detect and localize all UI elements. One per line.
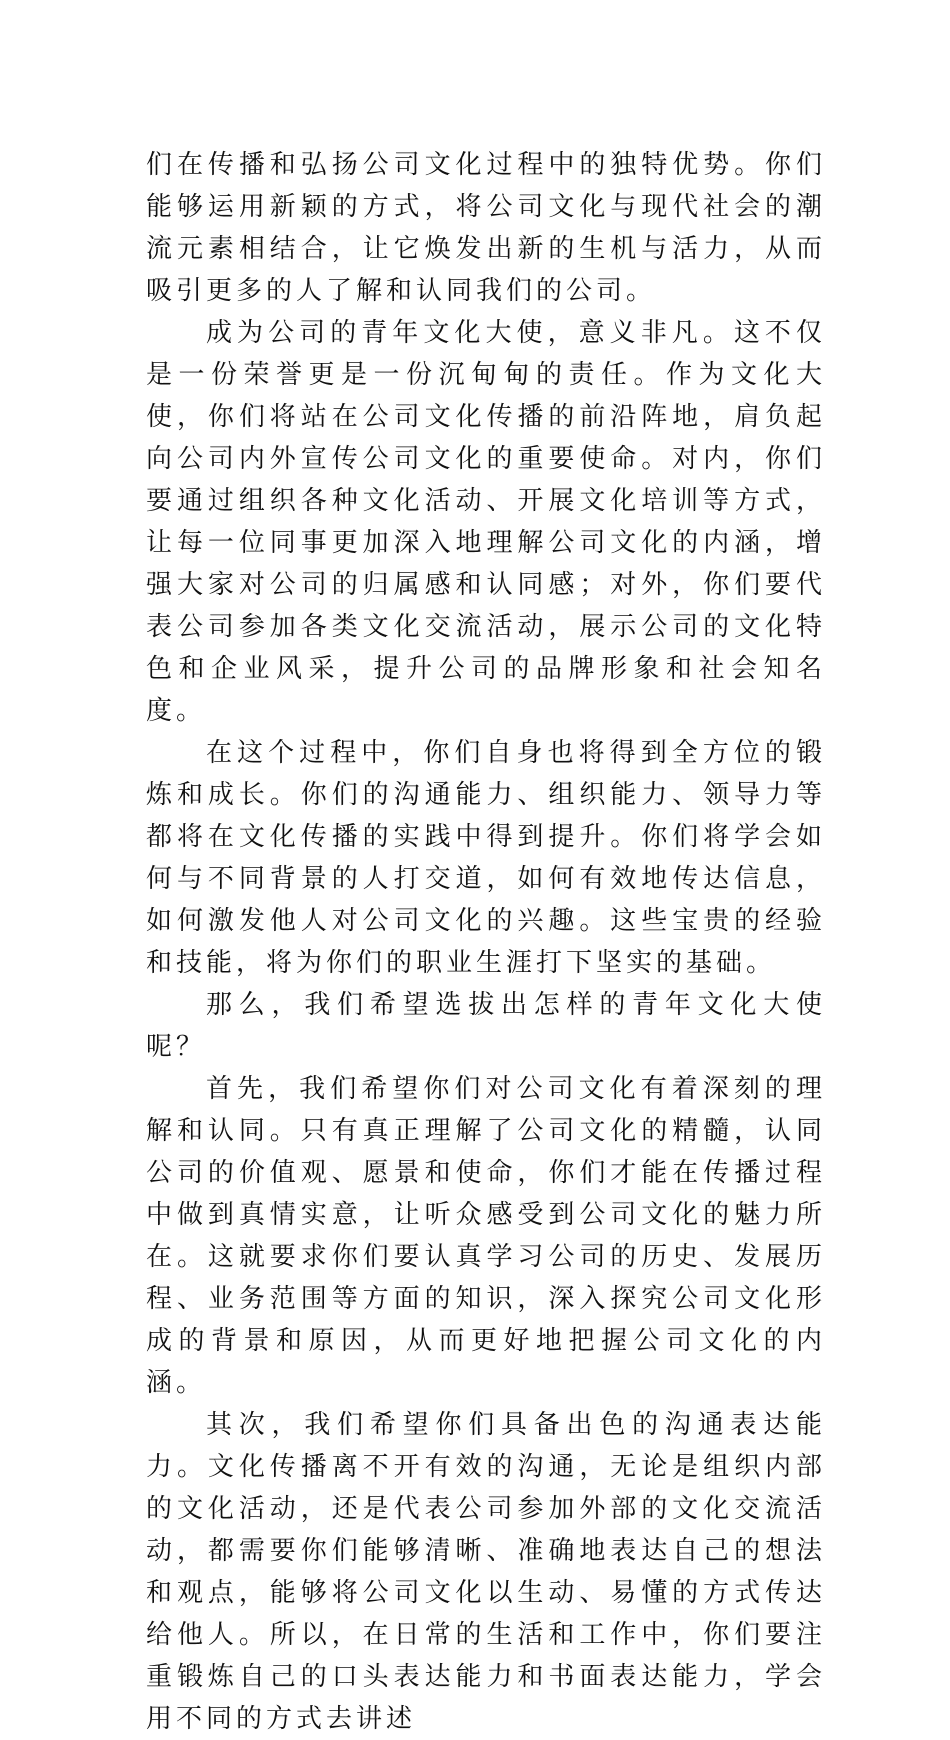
paragraph-1: 们在传播和弘扬公司文化过程中的独特优势。你们能够运用新颖的方式，将公司文化与现代社会的潮流元素相结合，让它焕发出新的生机与活力，从而吸引更多的人了解和认同我们的公司。: [146, 150, 826, 306]
paragraph-4: 那么，我们希望选拔出怎样的青年文化大使呢？: [146, 990, 826, 1062]
paragraph-3: 在这个过程中，你们自身也将得到全方位的锻炼和成长。你们的沟通能力、组织能力、领导力等都将在文化传播的实践中得到提升。你们将学会如何与不同背景的人打交道，如何有效地传达信息，如何激发他人对公司文化的兴趣。这些宝贵的经验和技能，将为你们的职业生涯打下坚实的基础。: [146, 738, 826, 978]
paragraph-2: 成为公司的青年文化大使，意义非凡。这不仅是一份荣誉更是一份沉甸甸的责任。作为文化大使，你们将站在公司文化传播的前沿阵地，肩负起向公司内外宣传公司文化的重要使命。对内，你们要通过组织各种文化活动、开展文化培训等方式，让每一位同事更加深入地理解公司文化的内涵，增强大家对公司的归属感和认同感；对外，你们要代表公司参加各类文化交流活动，展示公司的文化特色和企业风采，提升公司的品牌形象和社会知名度。: [146, 318, 826, 726]
paragraph-6: 其次，我们希望你们具备出色的沟通表达能力。文化传播离不开有效的沟通，无论是组织内部的文化活动，还是代表公司参加外部的文化交流活动，都需要你们能够清晰、准确地表达自己的想法和观点，能够将公司文化以生动、易懂的方式传达给他人。所以，在日常的生活和工作中，你们要注重锻炼自己的口头表达能力和书面表达能力，学会用不同的方式去讲述: [146, 1410, 826, 1734]
document-body: [146, 144, 826, 1740]
paragraph-5: 首先，我们希望你们对公司文化有着深刻的理解和认同。只有真正理解了公司文化的精髓，认同公司的价值观、愿景和使命，你们才能在传播过程中做到真情实意，让听众感受到公司文化的魅力所在。这就要求你们要认真学习公司的历史、发展历程、业务范围等方面的知识，深入探究公司文化形成的背景和原因，从而更好地把握公司文化的内涵。: [146, 1074, 826, 1398]
